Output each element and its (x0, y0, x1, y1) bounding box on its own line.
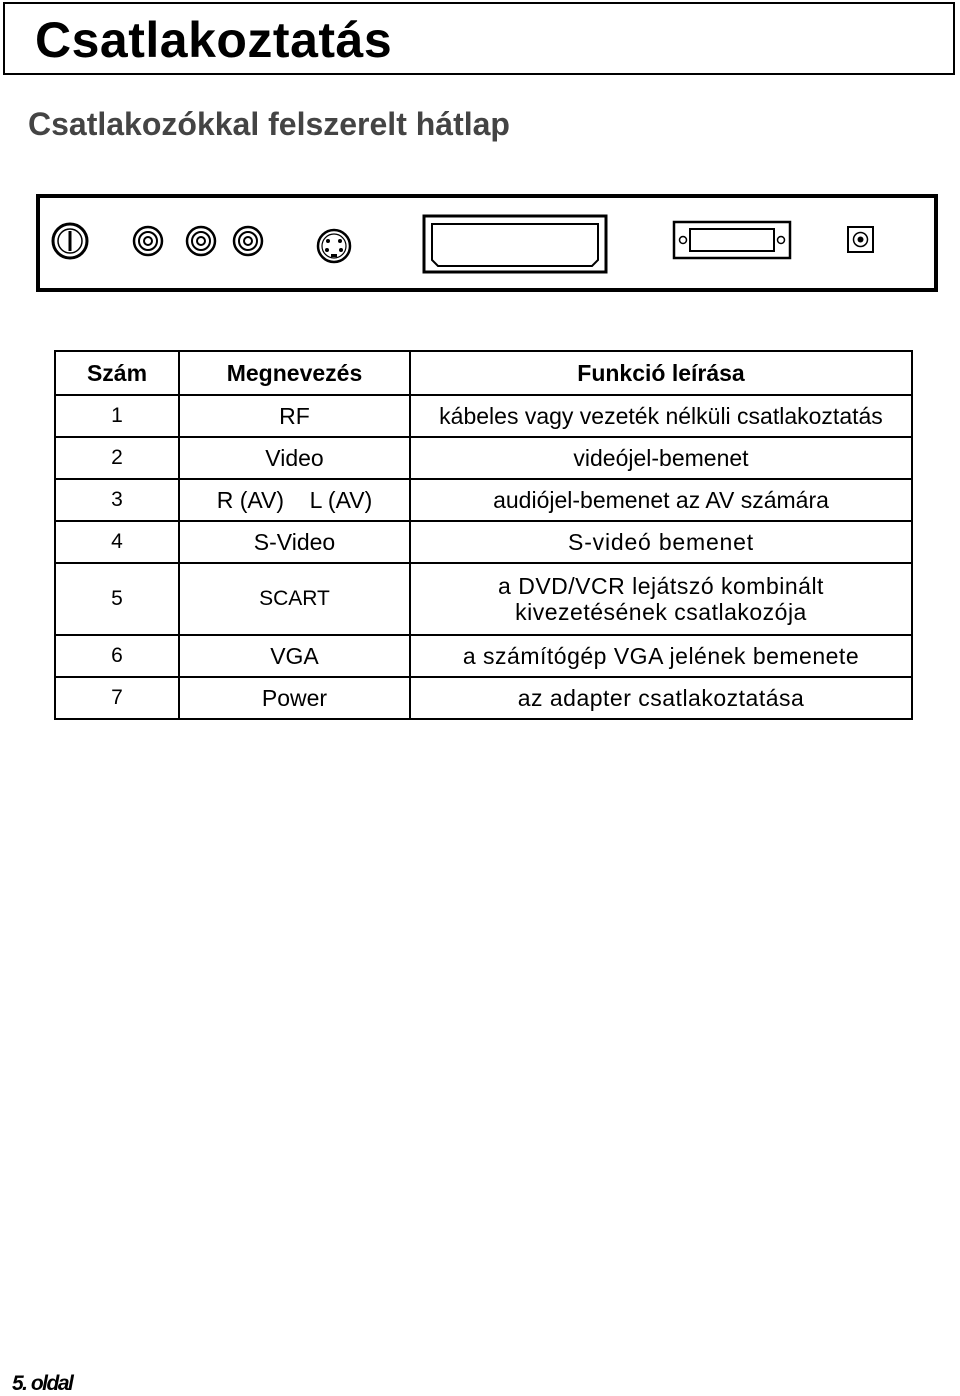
title-box (3, 2, 955, 75)
row-num: 5 (55, 563, 179, 635)
connector-table (54, 350, 913, 720)
row-desc-line: kábeles vagy vezeték nélküli csatlakoztatás (439, 403, 883, 429)
row-name: S-Video (179, 521, 410, 563)
page-number: 5. oldal (12, 1372, 73, 1395)
row-desc (410, 521, 912, 563)
row-name: Power (179, 677, 410, 719)
row-desc (410, 635, 912, 677)
header-num: Szám (55, 351, 179, 395)
row-desc-line: a számítógép VGA jelének bemenete (462, 643, 860, 669)
table-row (55, 635, 912, 677)
row-desc-line: az adapter csatlakoztatása (517, 685, 805, 711)
row-name: VGA (179, 635, 410, 677)
row-name: SCART (179, 563, 410, 635)
back-panel-svg (40, 198, 934, 288)
s-video-jack-icon (318, 230, 350, 262)
table-row (55, 437, 912, 479)
power-jack-icon (848, 227, 873, 252)
rca-jack-icon (134, 227, 162, 255)
header-name: Megnevezés (179, 351, 410, 395)
back-panel-diagram (36, 194, 938, 292)
row-desc (410, 479, 912, 521)
row-num: 3 (55, 479, 179, 521)
row-desc-line: a DVD/VCR lejátszó kombinált (498, 573, 824, 599)
row-name: R (AV) L (AV) (179, 479, 410, 521)
row-num: 7 (55, 677, 179, 719)
rca-jack-icon (187, 227, 215, 255)
header-desc: Funkció leírása (410, 351, 912, 395)
row-desc-line: kivezetésének csatlakozója (515, 599, 807, 625)
row-desc (410, 563, 912, 635)
row-num: 6 (55, 635, 179, 677)
table-header-row (55, 351, 912, 395)
row-name: Video (179, 437, 410, 479)
row-desc (410, 437, 912, 479)
table-row (55, 677, 912, 719)
row-desc (410, 677, 912, 719)
row-num: 1 (55, 395, 179, 437)
row-num: 2 (55, 437, 179, 479)
vga-connector-icon (674, 222, 790, 258)
row-num: 4 (55, 521, 179, 563)
row-desc-line: S-videó bemenet (568, 529, 754, 555)
table-row (55, 563, 912, 635)
page-title: Csatlakoztatás (35, 12, 393, 68)
row-desc-line: videójel-bemenet (573, 445, 749, 471)
table-row (55, 479, 912, 521)
row-desc-line: audiójel-bemenet az AV számára (493, 487, 829, 513)
rca-jack-icon (234, 227, 262, 255)
row-name: RF (179, 395, 410, 437)
page-subtitle: Csatlakozókkal felszerelt hátlap (28, 106, 510, 142)
table-row (55, 395, 912, 437)
table-row (55, 521, 912, 563)
rf-jack-icon (53, 224, 87, 258)
row-desc (410, 395, 912, 437)
scart-connector-icon (424, 216, 606, 272)
